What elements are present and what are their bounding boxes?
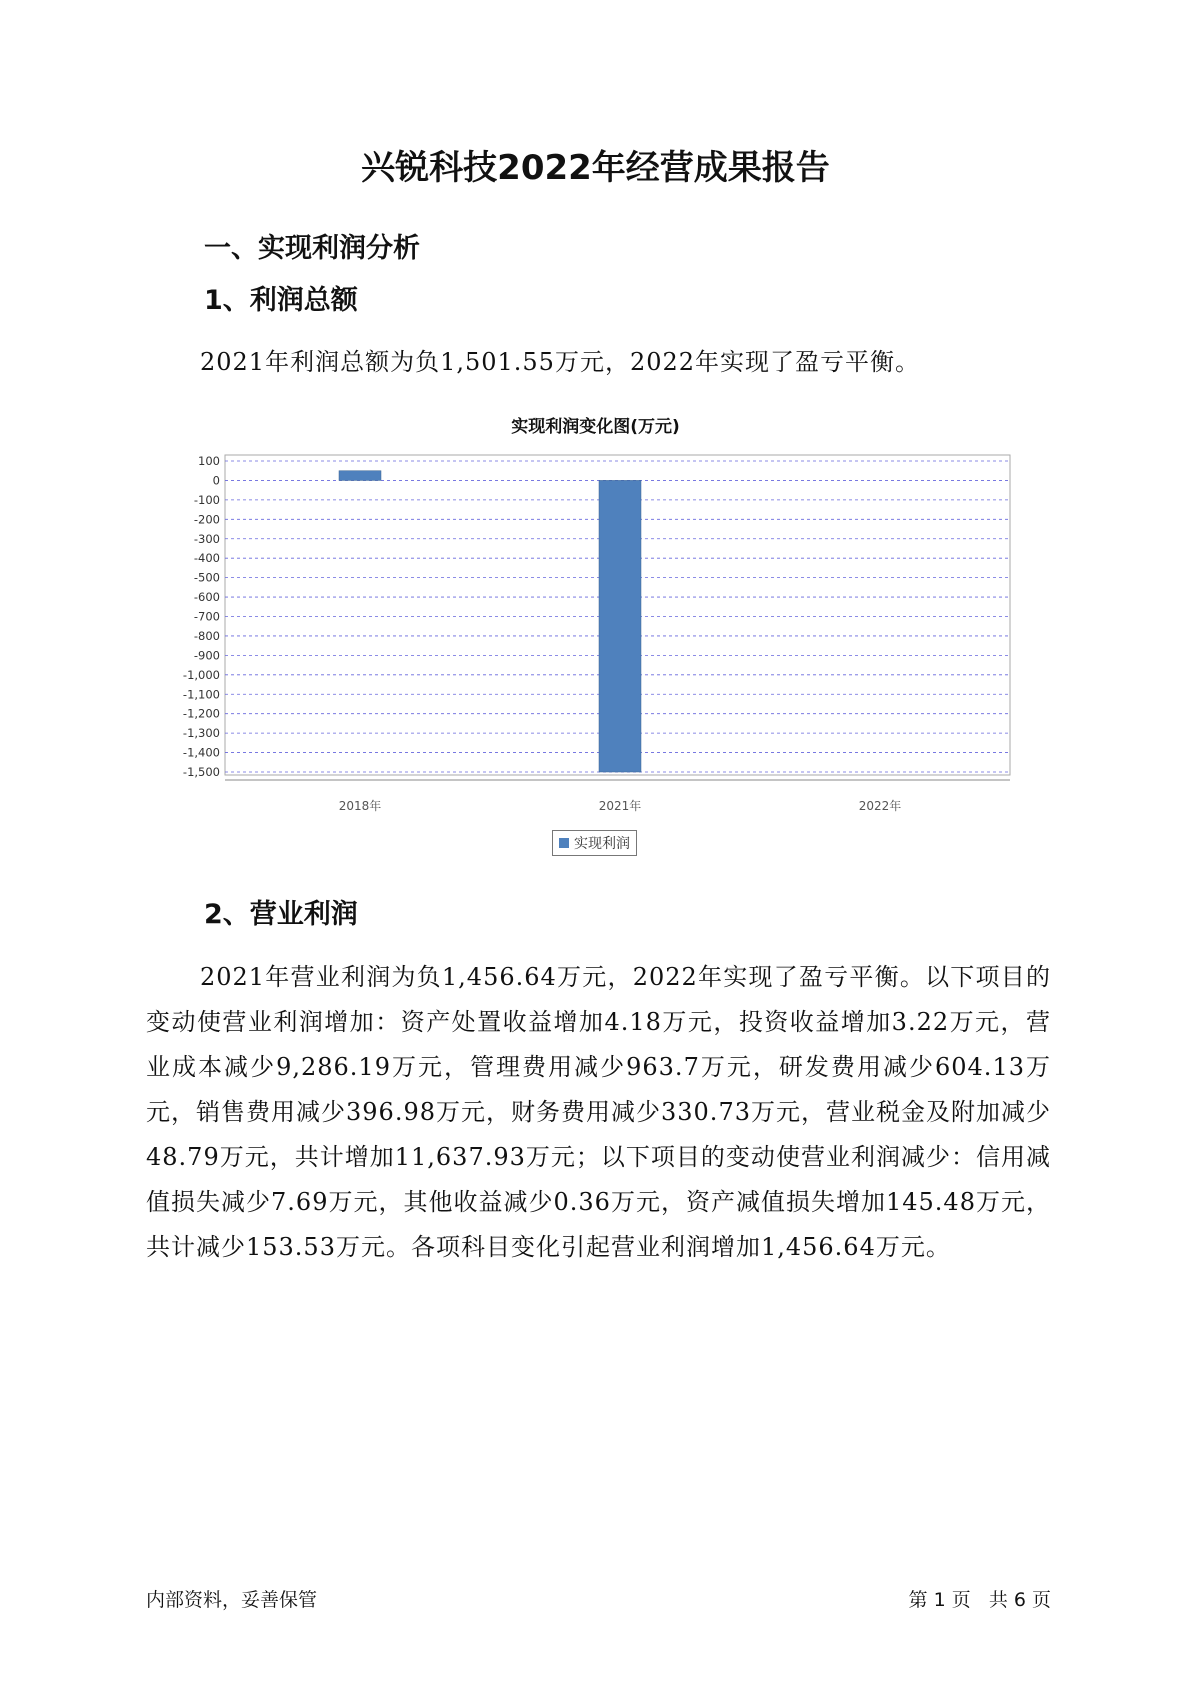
- y-tick-label: -200: [193, 512, 220, 527]
- y-tick-label: -500: [193, 570, 220, 585]
- y-tick-label: -1,400: [182, 745, 220, 760]
- chart-title: 实现利润变化图(万元): [511, 417, 680, 437]
- bar-2021年: [599, 480, 641, 772]
- subsection-heading-operating-profit: 2、营业利润: [204, 899, 358, 930]
- subsection-heading-total-profit: 1、利润总额: [204, 285, 358, 316]
- section-heading-profit-analysis: 一、实现利润分析: [204, 233, 420, 264]
- x-tick-label: 2018年: [338, 799, 382, 813]
- y-tick-label: -1,100: [182, 687, 220, 702]
- legend-label: 实现利润: [574, 836, 630, 852]
- legend-swatch: [559, 838, 569, 848]
- bar-2018年: [339, 471, 381, 481]
- footer-page-number: 第 1 页 共 6 页: [908, 1589, 1051, 1611]
- x-tick-label: 2022年: [858, 799, 902, 813]
- footer-confidential-note: 内部资料，妥善保管: [146, 1589, 318, 1611]
- paragraph-total-profit: 2021年利润总额为负1,501.55万元，2022年实现了盈亏平衡。: [200, 348, 921, 376]
- profit-bar-chart: [150, 440, 1030, 820]
- y-tick-label: -1,000: [182, 667, 220, 682]
- y-tick-label: 0: [212, 473, 220, 488]
- document-title: 兴锐科技2022年经营成果报告: [361, 148, 830, 188]
- y-tick-label: -300: [193, 531, 220, 546]
- y-tick-label: -600: [193, 590, 220, 605]
- y-tick-label: -1,300: [182, 726, 220, 741]
- y-tick-label: -1,500: [182, 765, 220, 779]
- y-tick-label: -700: [193, 609, 220, 624]
- y-tick-label: 100: [198, 454, 220, 468]
- y-tick-label: -900: [193, 648, 220, 663]
- y-tick-label: -1,200: [182, 706, 220, 721]
- paragraph-operating-profit: 2021年营业利润为负1,456.64万元，2022年实现了盈亏平衡。以下项目的变动使营业利润增加：资产处置收益增加4.18万元，投资收益增加3.22万元，营业成本减少9,286.19万元，管理费用减少963.7万元，研发费用减少604.13万元，销售费用减少396.98万元，财务费用减少330.73万元，营业税金及附加减少48.79万元，共计增加11,637.93万元；以下项目的变动使营业利润减少：信用减值损失减少7.69万元，其他收益减少0.36万元，资产减值损失增加145.48万元，共计减少153.53万元。各项科目变化引起营业利润增加1,456.64万元。: [146, 963, 1051, 1261]
- y-tick-label: -100: [193, 492, 220, 507]
- y-tick-label: -800: [193, 628, 220, 643]
- chart-legend: [552, 830, 637, 856]
- y-tick-label: -400: [193, 551, 220, 566]
- x-tick-label: 2021年: [598, 799, 642, 813]
